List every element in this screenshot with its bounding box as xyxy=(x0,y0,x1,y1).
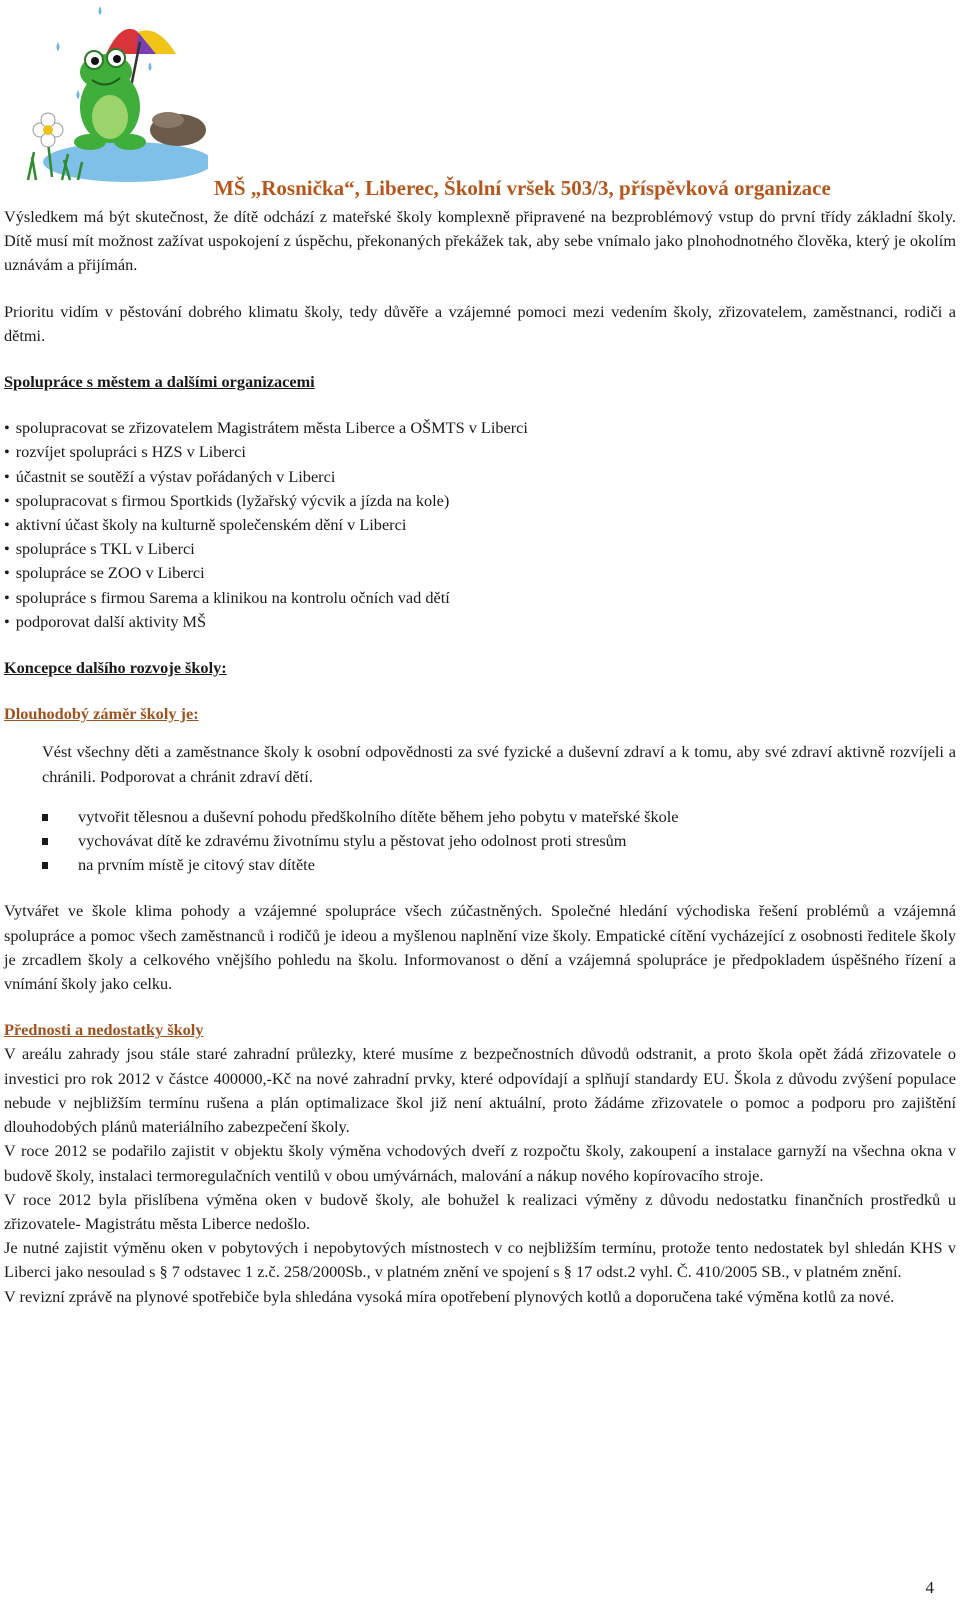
list-item: vychovávat dítě ke zdravému životnímu stylu a pěstovat jeho odolnost proti stresům xyxy=(42,829,956,853)
document-header-title: MŠ „Rosnička“, Liberec, Školní vršek 503/3, příspěvková organizace xyxy=(214,176,831,200)
cooperation-heading: Spolupráce s městem a dalšími organizacemi xyxy=(4,372,315,392)
frog-umbrella-logo xyxy=(18,2,208,192)
long-term-plan-list xyxy=(42,805,956,878)
strengths-heading: Přednosti a nedostatky školy xyxy=(4,1020,204,1040)
long-term-plan-intro: Vést všechny děti a zaměstnance školy k osobní odpovědnosti za své fyzické a duševní zdraví a k tomu, aby své zdraví aktivně rozvíjeli a chránili. Podporovat a chránit zdraví dětí. xyxy=(42,742,956,786)
strengths-paragraph-5: V revizní zprávě na plynové spotřebiče byla shledána vysoká míra opotřebení plynových kotlů a doporučena také výměna kotlů za nové. xyxy=(4,1286,895,1306)
list-item: • spolupráce s firmou Sarema a klinikou na kontrolu očních vad dětí xyxy=(4,586,956,610)
document-body xyxy=(4,205,956,1309)
cooperation-list xyxy=(4,416,956,634)
intro-paragraph-1: Výsledkem má být skutečnost, že dítě odchází z mateřské školy komplexně připravené na bezproblémový vstup do první třídy základní školy. Dítě musí mít možnost zažívat uspokojení z úspěchu, překonaných překážek tak, aby sebe vnímalo jako plnohodnotného člověka, který je okolím uznávám a přijímán. xyxy=(4,207,956,275)
strengths-paragraph-4: Je nutné zajistit výměnu oken v pobytových i nepobytových místnostech v co nejbližším termínu, protože tento nedostatek byl shledán KHS v Liberci jako nesoulad s § 7 odstavec 1 z.č. 258/2000Sb., v platném znění ve spojení s § 17 odst.2 vyhl. Č. 410/2005 SB., v platném znění. xyxy=(4,1238,956,1282)
concept-heading: Koncepce dalšího rozvoje školy: xyxy=(4,658,227,678)
list-item: • spolupracovat s firmou Sportkids (lyžařský výcvik a jízda na kole) xyxy=(4,489,956,513)
list-item: • spolupráce s TKL v Liberci xyxy=(4,537,956,561)
strengths-paragraph-2: V roce 2012 se podařilo zajistit v objektu školy výměna vchodových dveří z rozpočtu školy, zakoupení a instalace garnyží na všechna okna v budově školy, instalaci termoregulačních ventilů v obou umývárnách, malování a nákup nového kopírovacího stroje. xyxy=(4,1141,956,1185)
climate-paragraph: Vytvářet ve škole klima pohody a vzájemné spolupráce všech zúčastněných. Společné hledání východiska řešení problémů a vzájemná spolupráce a pomoc všech zaměstnanců i rodičů je ideou a myšlenou naplnění vize školy. Empatické cítění vycházející z osobnosti ředitele školy je zrcadlem školy a celkového vnějšího pohledu na školu. Informovanost o dění a vzájemná spolupráce je předpokladem úspěšného řízení a vnímání školy jako celku. xyxy=(4,901,956,994)
list-item: • spolupracovat se zřizovatelem Magistrátem města Liberce a OŠMTS v Liberci xyxy=(4,416,956,440)
list-item: • účastnit se soutěží a výstav pořádaných v Liberci xyxy=(4,465,956,489)
long-term-plan-heading: Dlouhodobý záměr školy je: xyxy=(4,704,199,724)
intro-paragraph-2: Prioritu vidím v pěstování dobrého klimatu školy, tedy důvěře a vzájemné pomoci mezi vedením školy, zřizovatelem, zaměstnanci, rodiči a dětmi. xyxy=(4,301,956,345)
list-item: • rozvíjet spolupráci s HZS v Liberci xyxy=(4,440,956,464)
list-item: • spolupráce se ZOO v Liberci xyxy=(4,561,956,585)
list-item: vytvořit tělesnou a duševní pohodu předškolního dítěte během jeho pobytu v mateřské škole xyxy=(42,805,956,829)
list-item: • podporovat další aktivity MŠ xyxy=(4,610,956,634)
strengths-paragraph-3: V roce 2012 byla přislíbena výměna oken v budově školy, ale bohužel k realizaci výměny z důvodu nedostatku finančních prostředků u zřizovatele- Magistrátu města Liberce nedošlo. xyxy=(4,1189,956,1233)
strengths-paragraph-1: V areálu zahrady jsou stále staré zahradní průlezky, které musíme z bezpečnostních důvodů odstranit, a proto škola opět žádá zřizovatele o investici pro rok 2012 v částce 400000,-Kč na nové zahradní prvky, které odpovídají a splňují standardy EU. Škola z důvodu zvýšení populace nebude v nejbližším termínu rušena a plán optimalizace škol již není aktuální, proto žádáme zřizovatele o pomoc a podporu pro zajištění dlouhodobých plánů materiálního zabezpečení školy. xyxy=(4,1044,956,1137)
list-item: na prvním místě je citový stav dítěte xyxy=(42,853,956,877)
list-item: • aktivní účast školy na kulturně společenském dění v Liberci xyxy=(4,513,956,537)
page-number: 4 xyxy=(925,1578,934,1597)
